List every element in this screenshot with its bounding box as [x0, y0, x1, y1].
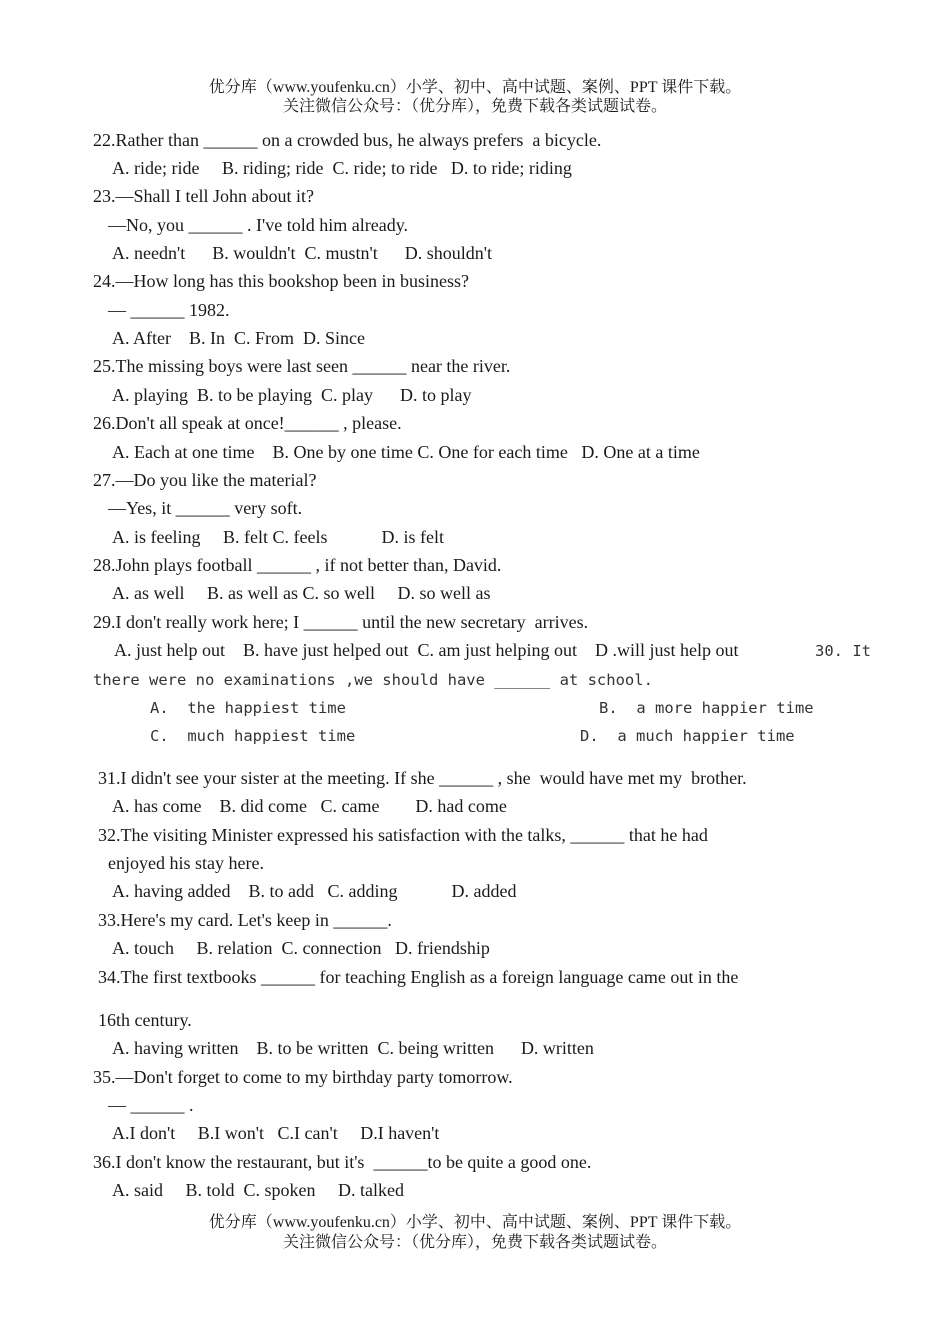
question-30-stem: there were no examinations ,we should have ______ at school.: [93, 671, 653, 689]
question-33-options: A. touch B. relation C. connection D. friendship: [112, 938, 490, 958]
question-28-options: A. as well B. as well as C. so well D. so well as: [112, 583, 491, 603]
page-header-line2: 关注微信公众号：（优分库），免费下载各类试题试卷。: [282, 98, 667, 115]
question-30-option-b: B. a more happier time: [599, 699, 814, 717]
question-34-options: A. having written B. to be written C. being written D. written: [112, 1038, 594, 1058]
question-29-stem: 29.I don't really work here; I ______ until the new secretary arrives.: [93, 612, 589, 632]
question-24-reply: — ______ 1982.: [108, 300, 230, 320]
page-footer-line2: 关注微信公众号：（优分库），免费下载各类试题试卷。: [282, 1234, 667, 1251]
question-24-stem: 24.—How long has this bookshop been in business?: [93, 271, 469, 291]
question-32-stem-continued: enjoyed his stay here.: [108, 853, 264, 873]
question-30-option-d: D. a much happier time: [580, 727, 795, 745]
question-23-options: A. needn't B. wouldn't C. mustn't D. shouldn't: [112, 243, 492, 263]
question-36-stem: 36.I don't know the restaurant, but it's ______to be quite a good one.: [93, 1152, 592, 1172]
question-26-stem: 26.Don't all speak at once!______ , please.: [93, 413, 402, 433]
question-27-reply: —Yes, it ______ very soft.: [108, 498, 303, 518]
question-31-options: A. has come B. did come C. came D. had come: [112, 796, 507, 816]
question-30-option-c: C. much happiest time: [150, 727, 356, 745]
question-22-options: A. ride; ride B. riding; ride C. ride; to ride D. to ride; riding: [112, 158, 572, 178]
question-35-stem: 35.—Don't forget to come to my birthday party tomorrow.: [93, 1067, 513, 1087]
question-27-options: A. is feeling B. felt C. feels D. is felt: [112, 527, 444, 547]
question-25-stem: 25.The missing boys were last seen ______ near the river.: [93, 356, 511, 376]
question-22-stem: 22.Rather than ______ on a crowded bus, he always prefers a bicycle.: [93, 130, 602, 150]
question-35-reply: — ______ .: [108, 1095, 194, 1115]
question-24-options: A. After B. In C. From D. Since: [112, 328, 365, 348]
question-34-stem-continued: 16th century.: [98, 1010, 192, 1030]
question-31-stem: 31.I didn't see your sister at the meeting. If she ______ , she would have met my brother.: [98, 768, 747, 788]
page-header-line1: 优分库（www.youfenku.cn）小学、初中、高中试题、案例、PPT 课件下载。: [208, 79, 742, 96]
question-27-stem: 27.—Do you like the material?: [93, 470, 317, 490]
question-25-options: A. playing B. to be playing C. play D. to play: [112, 385, 472, 405]
question-23-reply: —No, you ______ . I've told him already.: [108, 215, 409, 235]
question-23-stem: 23.—Shall I tell John about it?: [93, 186, 314, 206]
question-30-option-a: A. the happiest time: [150, 699, 346, 717]
question-29-options: A. just help out B. have just helped out C. am just helping out D .will just help out: [114, 640, 739, 660]
question-32-options: A. having added B. to add C. adding D. added: [112, 881, 517, 901]
page-footer-line1: 优分库（www.youfenku.cn）小学、初中、高中试题、案例、PPT 课件下载。: [208, 1214, 742, 1231]
question-26-options: A. Each at one time B. One by one time C. One for each time D. One at a time: [112, 442, 700, 462]
question-30-stem-start: 30. It: [815, 642, 871, 660]
question-35-options: A.I don't B.I won't C.I can't D.I haven't: [112, 1123, 440, 1143]
question-33-stem: 33.Here's my card. Let's keep in ______.: [98, 910, 392, 930]
question-32-stem: 32.The visiting Minister expressed his satisfaction with the talks, ______ that he had: [98, 825, 708, 845]
question-36-options: A. said B. told C. spoken D. talked: [112, 1180, 404, 1200]
question-34-stem: 34.The first textbooks ______ for teaching English as a foreign language came out in the: [98, 967, 739, 987]
question-28-stem: 28.John plays football ______ , if not better than, David.: [93, 555, 502, 575]
